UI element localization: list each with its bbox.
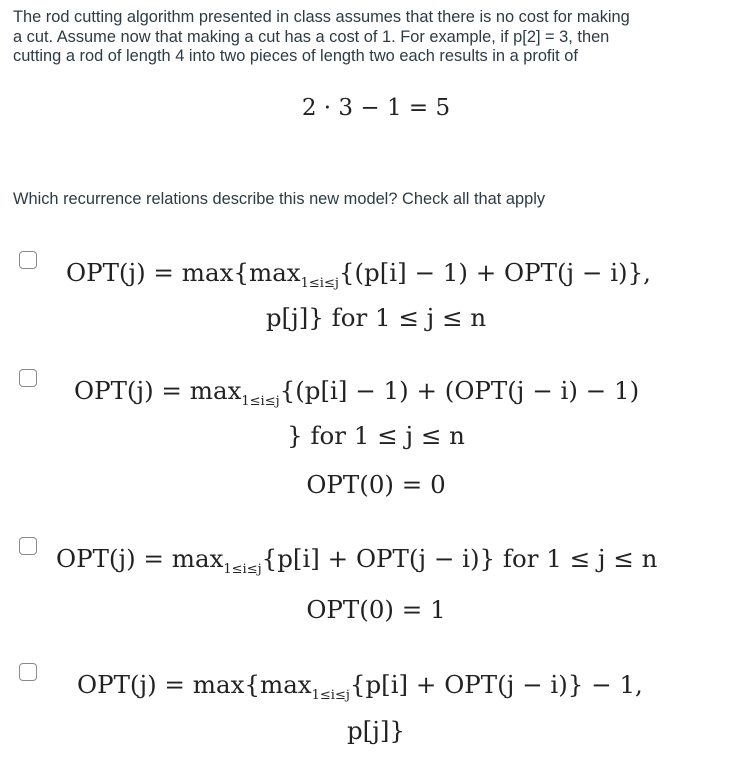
formula-text: OPT(j) = max{max: [77, 670, 312, 699]
option-1-formula-line-2: [0, 303, 752, 333]
prompt-line: cutting a rod of length 4 into two pieces of length two each results in a profit of: [13, 47, 578, 65]
example-equation: 2 · 3 − 1 = 5: [301, 95, 451, 121]
formula-text: } for 1 ≤ j ≤ n: [287, 421, 465, 450]
prompt-line: a cut. Assume now that making a cut has a cost of 1. For example, if p[2] = 3, then: [13, 27, 610, 46]
formula-text: OPT(j) = max{max: [66, 258, 301, 287]
prompt-line: The rod cutting algorithm presented in class assumes that there is no cost for making: [13, 8, 630, 26]
question-prompt: [13, 8, 741, 67]
formula-text: OPT(j) = max: [74, 376, 242, 405]
formula-subscript: 1≤i≤j: [300, 276, 339, 291]
formula-text: OPT(0) = 0: [306, 470, 446, 499]
formula-text: {p[i] + OPT(j − i)} for 1 ≤ j ≤ n: [261, 544, 658, 573]
option-1-checkbox[interactable]: [19, 251, 37, 269]
option-3-checkbox[interactable]: [19, 537, 37, 555]
formula-subscript: 1≤i≤j: [241, 394, 280, 409]
option-2-checkbox[interactable]: [19, 369, 37, 387]
formula-text: p[j]} for 1 ≤ j ≤ n: [265, 303, 487, 332]
formula-text: OPT(0) = 1: [306, 595, 446, 624]
formula-subscript: 1≤i≤j: [223, 562, 262, 577]
option-2-formula-line-2: [0, 421, 752, 451]
option-2-formula-line-3: [0, 470, 752, 500]
formula-text: {(p[i] − 1) + (OPT(j − i) − 1): [279, 376, 640, 405]
question-text: Which recurrence relations describe this new model? Check all that apply: [13, 190, 546, 208]
option-4-checkbox[interactable]: [19, 663, 37, 681]
formula-text: p[j]}: [347, 716, 405, 745]
option-2-formula-line-1: [74, 376, 639, 411]
option-1-formula-line-1: [66, 258, 651, 293]
formula-text: {p[i] + OPT(j − i)} − 1,: [349, 670, 643, 699]
option-3-formula-line-1: [56, 544, 657, 579]
option-4-formula-line-1: [77, 670, 643, 705]
option-4-formula-line-2: [0, 716, 752, 746]
formula-subscript: 1≤i≤j: [311, 688, 350, 703]
formula-text: {(p[i] − 1) + OPT(j − i)},: [338, 258, 651, 287]
option-3-formula-line-2: [0, 595, 752, 625]
formula-text: OPT(j) = max: [56, 544, 224, 573]
